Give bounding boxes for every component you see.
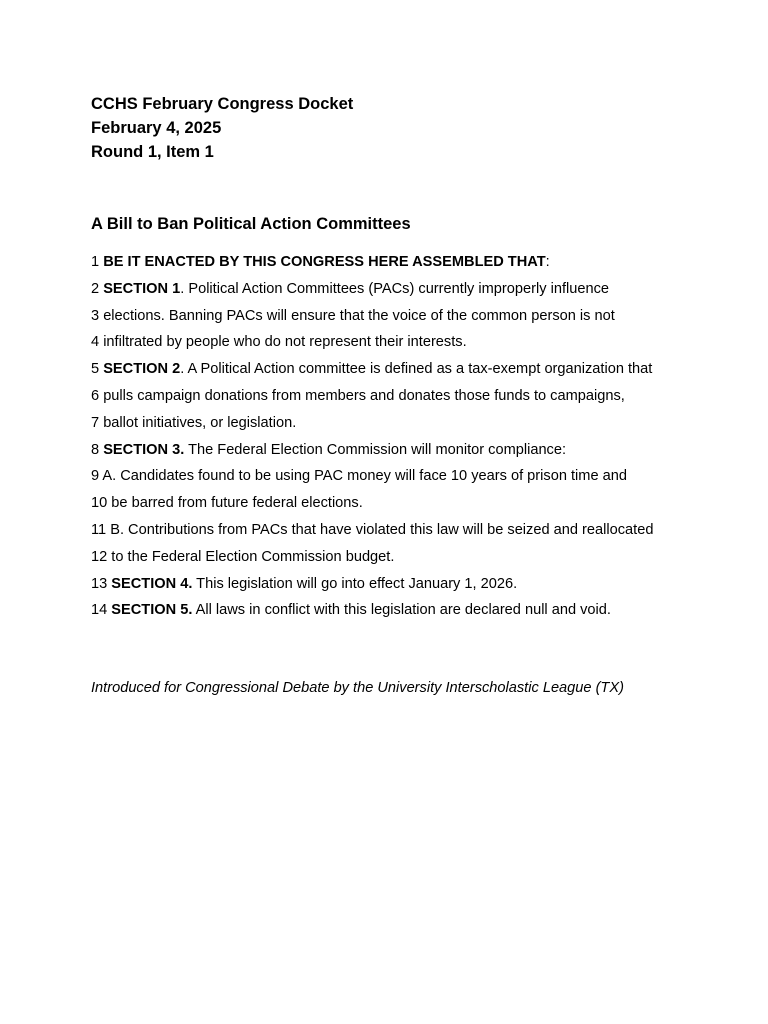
line-bold-text: SECTION 3. <box>103 441 185 458</box>
bill-line <box>91 276 653 303</box>
line-text: B. Contributions from PACs that have violated this law will be seized and reallocated <box>110 521 654 538</box>
bill-line <box>91 356 653 383</box>
docket-item: Round 1, Item 1 <box>91 143 214 161</box>
line-number: 3 <box>91 307 100 324</box>
line-number: 10 <box>91 495 108 512</box>
bill-line <box>91 303 653 330</box>
bill-line <box>91 544 653 571</box>
line-text: infiltrated by people who do not represent their interests. <box>103 334 467 351</box>
line-text: . A Political Action committee is defined as a tax-exempt organization that <box>180 361 653 378</box>
bill-body <box>91 249 653 624</box>
line-bold-text: SECTION 5. <box>111 602 193 619</box>
line-text: This legislation will go into effect January 1, 2026. <box>192 575 518 592</box>
line-number: 12 <box>91 548 108 565</box>
bill-line <box>91 463 653 490</box>
line-text: elections. Banning PACs will ensure that the voice of the common person is not <box>103 307 615 324</box>
line-number: 6 <box>91 387 100 404</box>
line-number: 13 <box>91 575 108 592</box>
bill-line <box>91 517 653 544</box>
bill-line <box>91 437 653 464</box>
bill-line <box>91 249 653 276</box>
docket-date: February 4, 2025 <box>91 119 222 137</box>
bill-line <box>91 383 653 410</box>
line-number: 7 <box>91 414 100 431</box>
line-number: 9 <box>91 468 100 485</box>
line-number: 1 <box>91 254 100 270</box>
line-bold-text: SECTION 4. <box>111 575 193 592</box>
line-text: The Federal Election Commission will monitor compliance: <box>184 441 567 458</box>
line-text: pulls campaign donations from members and donates those funds to campaigns, <box>103 387 625 404</box>
line-text: to the Federal Election Commission budget. <box>111 548 395 565</box>
line-text: A. Candidates found to be using PAC money will face 10 years of prison time and <box>102 468 627 485</box>
bill-title: A Bill to Ban Political Action Committees <box>91 215 411 233</box>
bill-line <box>91 329 653 356</box>
bill-line <box>91 490 653 517</box>
bill-line <box>91 597 653 624</box>
line-text: : <box>545 254 550 270</box>
line-text: be barred from future federal elections. <box>111 495 363 512</box>
line-number: 11 <box>91 521 107 538</box>
line-number: 2 <box>91 280 100 297</box>
bill-line <box>91 571 653 598</box>
bill-footer: Introduced for Congressional Debate by the University Interscholastic League (TX) <box>91 680 624 696</box>
docket-header <box>91 92 353 164</box>
line-bold-text: SECTION 1 <box>103 280 181 297</box>
docket-event: CCHS February Congress Docket <box>91 95 354 113</box>
line-text: ballot initiatives, or legislation. <box>103 414 297 431</box>
line-bold-text: BE IT ENACTED BY THIS CONGRESS HERE ASSEMBLED THAT <box>103 254 546 270</box>
line-number: 14 <box>91 602 108 619</box>
line-text: All laws in conflict with this legislation are declared null and void. <box>192 602 611 619</box>
line-number: 4 <box>91 334 100 351</box>
line-bold-text: SECTION 2 <box>103 361 181 378</box>
line-number: 8 <box>91 441 100 458</box>
bill-line <box>91 410 653 437</box>
line-text: . Political Action Committees (PACs) currently improperly influence <box>180 280 610 297</box>
line-number: 5 <box>91 361 100 378</box>
